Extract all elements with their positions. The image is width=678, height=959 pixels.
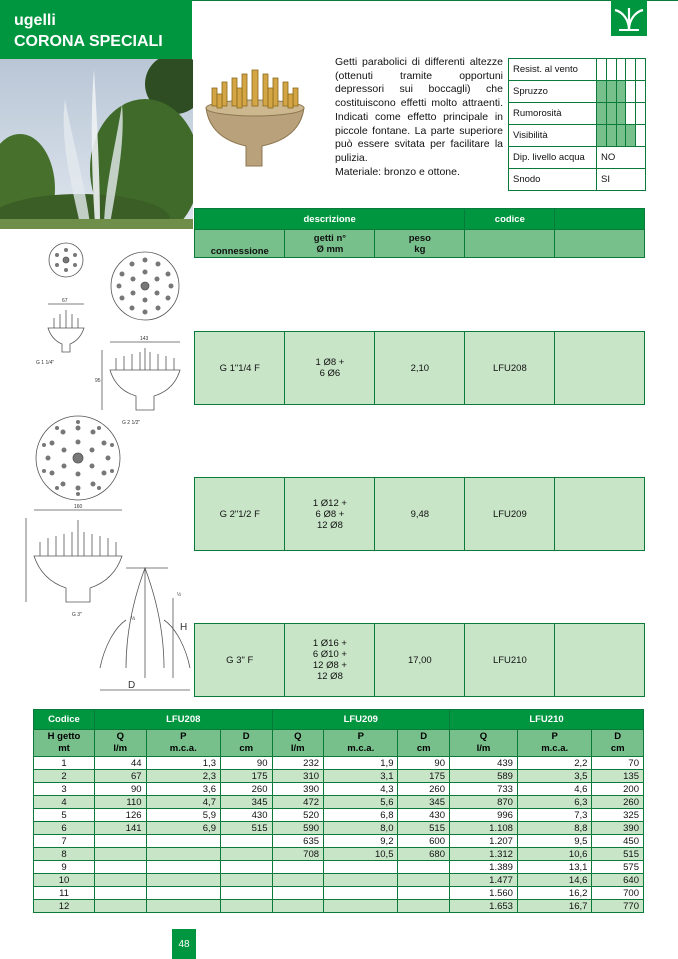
header-codice: codice [465,209,555,230]
p-bottom: m.c.a. [347,743,375,754]
features-rating-table [508,58,646,191]
value-cell [95,887,147,900]
rating-cell [626,81,636,103]
product-code: LFU208 [465,332,555,405]
value-cell: 9,2 [324,835,398,848]
value-cell [95,848,147,861]
rating-cell [606,103,616,125]
height-cell: 10 [34,874,95,887]
header-d [592,730,644,757]
value-cell [146,874,220,887]
rating-cell [606,81,616,103]
rating-value: NO [597,147,646,169]
col-extra-empty [555,230,645,258]
value-cell [220,848,272,861]
d-top: D [242,731,250,742]
value-cell: 3,1 [324,770,398,783]
value-cell: 200 [592,783,644,796]
value-cell: 390 [592,822,644,835]
product-jets [285,478,375,551]
value-cell: 3,5 [517,770,591,783]
value-cell [398,900,450,913]
value-cell: 770 [592,900,644,913]
q-bottom: l/m [476,743,491,754]
value-cell [324,900,398,913]
performance-header-models [34,710,644,730]
value-cell [146,900,220,913]
fountain-photo [0,59,193,229]
jets-line: 12 Ø8 [316,519,343,531]
rating-cell [636,81,646,103]
drawing-h-label: H [180,622,188,633]
value-cell [220,874,272,887]
col-getti-line2: Ø mm [316,243,344,255]
product-extra [555,624,645,697]
value-cell: 232 [272,757,324,770]
value-cell: 6,3 [517,796,591,809]
value-cell: 450 [592,835,644,848]
q-top: Q [294,731,302,742]
jets-line: 1 Ø16 + [312,638,347,649]
table-row [34,848,644,861]
value-cell: 4,3 [324,783,398,796]
value-cell: 390 [272,783,324,796]
value-cell: 10,5 [324,848,398,861]
value-cell: 6,8 [324,809,398,822]
value-cell: 589 [450,770,518,783]
table-row [34,770,644,783]
value-cell: 600 [398,835,450,848]
material-text: Materiale: bronzo e ottone. [335,165,460,178]
product-weight: 17,00 [375,624,465,697]
height-cell: 3 [34,783,95,796]
value-cell: 439 [450,757,518,770]
d-top: D [614,731,622,742]
value-cell [95,900,147,913]
value-cell: 141 [95,822,147,835]
rating-label: Dip. livello acqua [509,147,597,169]
value-cell [272,874,324,887]
product-row [195,332,645,405]
header-p [146,730,220,757]
rating-cell [606,125,616,147]
value-cell: 996 [450,809,518,822]
rating-cell [616,103,626,125]
table-row [34,822,644,835]
product-connection: G 2"1/2 F [195,478,285,551]
header-line2: CORONA SPECIALI [14,33,163,50]
value-cell [146,835,220,848]
rating-label: Snodo [509,169,597,191]
table-row [34,861,644,874]
performance-body [34,757,644,913]
nozzle-photo [200,66,310,171]
table-row [34,783,644,796]
header-d [398,730,450,757]
value-cell: 2,2 [517,757,591,770]
rating-row [509,59,646,81]
value-cell [398,887,450,900]
col-connessione [195,230,285,258]
value-cell: 16,2 [517,887,591,900]
rating-cell [616,59,626,81]
value-cell: 90 [398,757,450,770]
value-cell: 10,6 [517,848,591,861]
value-cell: 135 [592,770,644,783]
drawing-conn-3: G 3" [72,612,82,618]
height-cell: 8 [34,848,95,861]
product-connection: G 3" F [195,624,285,697]
drawing-dim-b: 143 [140,336,149,342]
value-cell: 1.207 [450,835,518,848]
value-cell: 9,5 [517,835,591,848]
header-descrizione: descrizione [195,209,465,230]
value-cell: 4,6 [517,783,591,796]
product-weight: 2,10 [375,332,465,405]
drawing-dim-a: 67 [62,298,68,304]
description-text: Getti parabolici di differenti altezze (ottenuti tramite opportuni depressori sui boccagli) che costituiscono effetti molto attraenti. Indicati come effetto principale in piccole fontane. La parte superiore può essere svitata per facilitare la pulizia. [335,56,503,164]
rating-cell [626,125,636,147]
value-cell [220,861,272,874]
q-top: Q [116,731,124,742]
value-cell: 325 [592,809,644,822]
value-cell: 640 [592,874,644,887]
value-cell [95,861,147,874]
value-cell: 126 [95,809,147,822]
drawing-half-h: ½ [177,592,182,598]
value-cell: 110 [95,796,147,809]
table-row [34,874,644,887]
product-code: LFU209 [465,478,555,551]
value-cell: 260 [592,796,644,809]
product-jets [285,332,375,405]
height-cell: 4 [34,796,95,809]
value-cell [146,861,220,874]
rating-cell [597,59,607,81]
header-codice: Codice [34,710,95,730]
q-bottom: l/m [113,743,128,754]
height-cell: 5 [34,809,95,822]
value-cell [398,874,450,887]
drawing-dim-c: 95 [95,378,101,384]
rating-cell [636,103,646,125]
col-getti-line1: getti n° [313,232,347,244]
jets-line: 6 Ø10 + [312,649,347,660]
jets-line: 1 Ø8 + [315,357,345,368]
value-cell: 870 [450,796,518,809]
h-label-line2: mt [58,743,70,754]
value-cell [95,835,147,848]
value-cell: 515 [220,822,272,835]
value-cell: 1,3 [146,757,220,770]
value-cell: 1.108 [450,822,518,835]
p-top: P [180,731,187,742]
header-model: LFU208 [95,710,273,730]
value-cell: 472 [272,796,324,809]
value-cell: 310 [272,770,324,783]
value-cell [324,861,398,874]
section-header [0,0,192,59]
spacer-row [195,258,645,332]
height-cell: 11 [34,887,95,900]
value-cell [272,887,324,900]
value-cell: 1.312 [450,848,518,861]
table-row [34,809,644,822]
value-cell: 2,3 [146,770,220,783]
value-cell [272,861,324,874]
value-cell: 733 [450,783,518,796]
value-cell: 8,8 [517,822,591,835]
header-model: LFU210 [450,710,644,730]
value-cell: 7,3 [517,809,591,822]
rating-cell [636,59,646,81]
value-cell [324,887,398,900]
height-cell: 12 [34,900,95,913]
rating-value: SI [597,169,646,191]
header-p [324,730,398,757]
spacer [195,405,645,478]
value-cell: 70 [592,757,644,770]
col-peso-line2: kg [414,243,426,255]
value-cell: 520 [272,809,324,822]
value-cell: 4,7 [146,796,220,809]
value-cell: 13,1 [517,861,591,874]
value-cell: 590 [272,822,324,835]
rating-cell [636,125,646,147]
rating-cell [626,59,636,81]
rating-cell [597,81,607,103]
jets-line: 12 Ø8 + [312,660,347,671]
header-q [450,730,518,757]
height-cell: 1 [34,757,95,770]
h-label-line1: H getto [47,731,81,742]
product-table [194,208,645,697]
table-row [34,887,644,900]
value-cell: 345 [220,796,272,809]
value-cell: 6,9 [146,822,220,835]
col-codice-empty [465,230,555,258]
drawing-third-h: ⅓ [131,616,136,622]
value-cell: 44 [95,757,147,770]
product-header-row [195,209,645,230]
technical-drawings [18,238,193,698]
value-cell: 430 [398,809,450,822]
height-cell: 7 [34,835,95,848]
p-top: P [551,731,558,742]
rating-row [509,125,646,147]
rating-cell [597,125,607,147]
rating-label: Resist. al vento [509,59,597,81]
drawing-conn-1: G 1 1/4" [36,360,55,366]
jets-line: 6 Ø8 + [315,508,345,520]
rating-label: Visibilità [509,125,597,147]
header-empty [555,209,645,230]
value-cell [146,887,220,900]
table-row [34,757,644,770]
header-q [95,730,147,757]
col-getti [285,230,375,258]
fountain-logo-icon [611,0,647,36]
rating-row [509,103,646,125]
product-subheader-row [195,230,645,258]
product-extra [555,332,645,405]
value-cell: 1.560 [450,887,518,900]
product-connection: G 1"1/4 F [195,332,285,405]
value-cell: 1,9 [324,757,398,770]
d-bottom: cm [610,743,625,754]
drawing-conn-2: G 2 1/2" [122,420,141,426]
value-cell: 5,6 [324,796,398,809]
value-cell [146,848,220,861]
drawing-dim-d: 160 [74,504,83,510]
value-cell: 5,9 [146,809,220,822]
product-extra [555,478,645,551]
value-cell: 14,6 [517,874,591,887]
table-row [34,835,644,848]
drawing-d-label: D [128,680,136,691]
value-cell: 175 [398,770,450,783]
header-q [272,730,324,757]
product-row [195,624,645,697]
header-p [517,730,591,757]
product-jets [285,624,375,697]
value-cell: 260 [220,783,272,796]
p-bottom: m.c.a. [541,743,569,754]
product-code: LFU210 [465,624,555,697]
header-line1: ugelli [14,12,56,29]
height-cell: 6 [34,822,95,835]
rating-row [509,169,646,191]
value-cell: 8,0 [324,822,398,835]
rating-row [509,81,646,103]
rating-cell [597,103,607,125]
d-top: D [420,731,428,742]
value-cell: 680 [398,848,450,861]
value-cell [220,900,272,913]
jets-line: 6 Ø6 [319,368,341,379]
value-cell: 90 [95,783,147,796]
height-cell: 9 [34,861,95,874]
col-peso [375,230,465,258]
value-cell: 16,7 [517,900,591,913]
value-cell [324,874,398,887]
product-weight: 9,48 [375,478,465,551]
header-d [220,730,272,757]
value-cell: 515 [398,822,450,835]
product-description [335,56,503,179]
product-row [195,478,645,551]
q-bottom: l/m [290,743,305,754]
value-cell [95,874,147,887]
rating-cell [606,59,616,81]
d-bottom: cm [416,743,431,754]
value-cell: 90 [220,757,272,770]
value-cell: 67 [95,770,147,783]
performance-table [33,709,644,913]
q-top: Q [479,731,488,742]
p-top: P [357,731,364,742]
p-bottom: m.c.a. [169,743,197,754]
value-cell: 1.389 [450,861,518,874]
jets-line: 12 Ø8 [316,671,343,682]
spacer [195,258,645,332]
spacer [195,551,645,624]
rating-label: Spruzzo [509,81,597,103]
header-h-getto [34,730,95,757]
value-cell [220,835,272,848]
table-row [34,796,644,809]
jets-line: 1 Ø12 + [312,497,347,509]
rating-label: Rumorosità [509,103,597,125]
col-connessione-label: connessione [210,246,269,257]
value-cell: 708 [272,848,324,861]
value-cell [398,861,450,874]
value-cell [272,900,324,913]
value-cell: 575 [592,861,644,874]
rating-cell [616,125,626,147]
value-cell: 635 [272,835,324,848]
d-bottom: cm [239,743,254,754]
value-cell: 345 [398,796,450,809]
value-cell: 260 [398,783,450,796]
value-cell: 1.653 [450,900,518,913]
table-row [34,900,644,913]
value-cell: 430 [220,809,272,822]
value-cell: 3,6 [146,783,220,796]
rating-cell [626,103,636,125]
col-peso-line1: peso [408,232,431,244]
spacer-row [195,405,645,478]
spacer-row [195,551,645,624]
rating-row [509,147,646,169]
rating-cell [616,81,626,103]
value-cell: 700 [592,887,644,900]
value-cell: 515 [592,848,644,861]
page-number: 48 [172,929,196,959]
value-cell [220,887,272,900]
header-model: LFU209 [272,710,450,730]
performance-header-units [34,730,644,757]
value-cell: 1.477 [450,874,518,887]
height-cell: 2 [34,770,95,783]
value-cell: 175 [220,770,272,783]
